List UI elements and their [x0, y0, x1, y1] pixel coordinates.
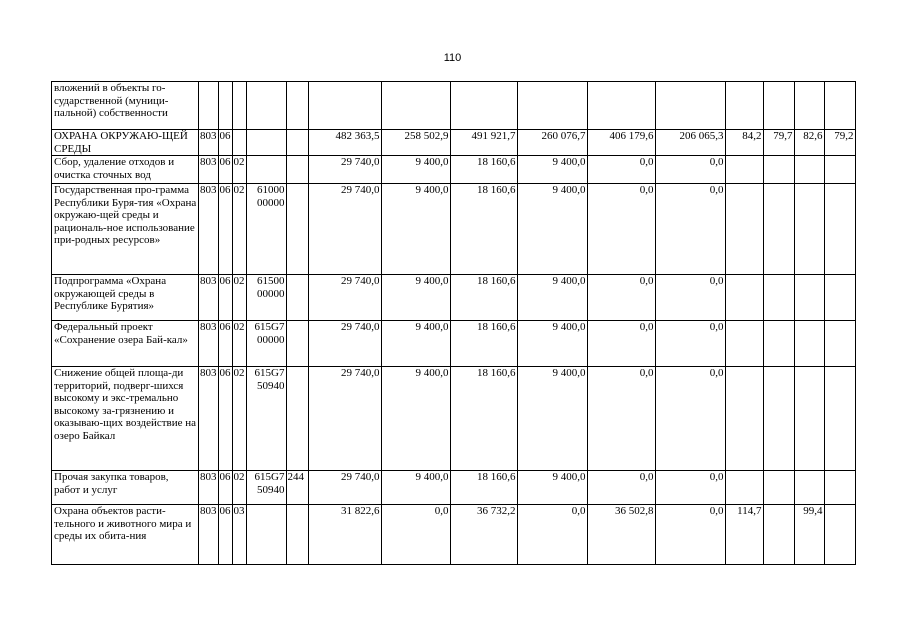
value-6: 0,0	[655, 184, 725, 275]
csr-code: 61500 00000	[246, 275, 286, 321]
percent-2	[763, 505, 794, 565]
value-5: 0,0	[587, 321, 655, 367]
percent-3	[794, 321, 824, 367]
gr-code: 803	[199, 130, 219, 156]
value-2: 9 400,0	[381, 471, 450, 505]
row-label: вложений в объекты го-сударственной (муници-пальной) собственности	[52, 82, 199, 130]
percent-1	[725, 367, 763, 471]
value-2: 9 400,0	[381, 156, 450, 184]
csr-code	[246, 130, 286, 156]
row-label: Подпрограмма «Охрана окружающей среды в Республике Бурятия»	[52, 275, 199, 321]
vr-code	[286, 156, 308, 184]
row-label: Прочая закупка товаров, работ и услуг	[52, 471, 199, 505]
table-row	[52, 275, 856, 321]
percent-1	[725, 156, 763, 184]
percent-1	[725, 321, 763, 367]
table-row	[52, 130, 856, 156]
value-6: 0,0	[655, 156, 725, 184]
value-4: 9 400,0	[517, 156, 587, 184]
value-5: 0,0	[587, 156, 655, 184]
value-3: 18 160,6	[450, 184, 517, 275]
value-5: 0,0	[587, 275, 655, 321]
row-label: Сбор, удаление отходов и очистка сточных вод	[52, 156, 199, 184]
value-2: 9 400,0	[381, 275, 450, 321]
percent-2	[763, 184, 794, 275]
vr-code	[286, 82, 308, 130]
vr-code	[286, 321, 308, 367]
page-number: 110	[443, 52, 462, 64]
vr-code	[286, 275, 308, 321]
percent-1: 114,7	[725, 505, 763, 565]
gr-code: 803	[199, 156, 219, 184]
value-4: 9 400,0	[517, 471, 587, 505]
gr-code: 803	[199, 367, 219, 471]
csr-code: 615G7 50940	[246, 367, 286, 471]
percent-2	[763, 275, 794, 321]
percent-4	[824, 505, 855, 565]
value-2: 9 400,0	[381, 367, 450, 471]
percent-4	[824, 471, 855, 505]
pr-code: 02	[232, 367, 246, 471]
percent-3	[794, 275, 824, 321]
pr-code: 03	[232, 505, 246, 565]
value-3: 36 732,2	[450, 505, 517, 565]
value-6: 0,0	[655, 505, 725, 565]
value-4: 9 400,0	[517, 367, 587, 471]
table-row	[52, 321, 856, 367]
rz-code: 06	[218, 505, 232, 565]
percent-4	[824, 156, 855, 184]
value-6: 0,0	[655, 275, 725, 321]
rz-code: 06	[218, 156, 232, 184]
pr-code: 02	[232, 184, 246, 275]
csr-code: 615G7 00000	[246, 321, 286, 367]
percent-4: 79,2	[824, 130, 855, 156]
percent-2	[763, 82, 794, 130]
value-2: 0,0	[381, 505, 450, 565]
percent-3	[794, 367, 824, 471]
table-row	[52, 82, 856, 130]
percent-3	[794, 471, 824, 505]
pr-code: 02	[232, 321, 246, 367]
rz-code: 06	[218, 367, 232, 471]
value-1: 29 740,0	[308, 321, 381, 367]
percent-3	[794, 82, 824, 130]
value-3: 491 921,7	[450, 130, 517, 156]
value-4: 260 076,7	[517, 130, 587, 156]
table-row	[52, 156, 856, 184]
csr-code: 615G7 50940	[246, 471, 286, 505]
pr-code: 02	[232, 275, 246, 321]
value-1: 31 822,6	[308, 505, 381, 565]
percent-1	[725, 184, 763, 275]
value-4	[517, 82, 587, 130]
csr-code	[246, 82, 286, 130]
rz-code	[218, 82, 232, 130]
csr-code: 61000 00000	[246, 184, 286, 275]
percent-1	[725, 471, 763, 505]
rz-code: 06	[218, 321, 232, 367]
row-label: Охрана объектов расти-тельного и животного мира и среды их обита-ния	[52, 505, 199, 565]
value-1: 29 740,0	[308, 275, 381, 321]
value-6: 0,0	[655, 471, 725, 505]
value-4: 9 400,0	[517, 275, 587, 321]
percent-2	[763, 367, 794, 471]
gr-code: 803	[199, 505, 219, 565]
value-3: 18 160,6	[450, 367, 517, 471]
value-3: 18 160,6	[450, 156, 517, 184]
gr-code	[199, 82, 219, 130]
value-6: 0,0	[655, 367, 725, 471]
value-1: 29 740,0	[308, 367, 381, 471]
value-2	[381, 82, 450, 130]
value-1: 29 740,0	[308, 184, 381, 275]
gr-code: 803	[199, 184, 219, 275]
budget-table	[51, 81, 856, 565]
gr-code: 803	[199, 275, 219, 321]
percent-4	[824, 184, 855, 275]
value-6: 0,0	[655, 321, 725, 367]
percent-2	[763, 471, 794, 505]
value-6	[655, 82, 725, 130]
row-label: Федеральный проект «Сохранение озера Бай-кал»	[52, 321, 199, 367]
value-2: 9 400,0	[381, 321, 450, 367]
value-6: 206 065,3	[655, 130, 725, 156]
rz-code: 06	[218, 184, 232, 275]
value-5: 0,0	[587, 184, 655, 275]
pr-code: 02	[232, 471, 246, 505]
value-3	[450, 82, 517, 130]
vr-code	[286, 505, 308, 565]
csr-code	[246, 156, 286, 184]
value-5	[587, 82, 655, 130]
value-5: 0,0	[587, 471, 655, 505]
percent-2	[763, 321, 794, 367]
value-3: 18 160,6	[450, 321, 517, 367]
value-3: 18 160,6	[450, 471, 517, 505]
value-4: 0,0	[517, 505, 587, 565]
percent-4	[824, 321, 855, 367]
vr-code	[286, 130, 308, 156]
percent-1	[725, 82, 763, 130]
percent-4	[824, 367, 855, 471]
value-1: 29 740,0	[308, 471, 381, 505]
percent-3: 82,6	[794, 130, 824, 156]
percent-3	[794, 184, 824, 275]
table-row	[52, 367, 856, 471]
percent-4	[824, 82, 855, 130]
percent-2: 79,7	[763, 130, 794, 156]
percent-1	[725, 275, 763, 321]
value-4: 9 400,0	[517, 184, 587, 275]
gr-code: 803	[199, 471, 219, 505]
value-1: 482 363,5	[308, 130, 381, 156]
percent-2	[763, 156, 794, 184]
percent-1: 84,2	[725, 130, 763, 156]
vr-code: 244	[286, 471, 308, 505]
vr-code	[286, 184, 308, 275]
rz-code: 06	[218, 471, 232, 505]
value-4: 9 400,0	[517, 321, 587, 367]
row-label: ОХРАНА ОКРУЖАЮ-ЩЕЙ СРЕДЫ	[52, 130, 199, 156]
value-1: 29 740,0	[308, 156, 381, 184]
table-row	[52, 505, 856, 565]
csr-code	[246, 505, 286, 565]
percent-3	[794, 156, 824, 184]
vr-code	[286, 367, 308, 471]
value-2: 9 400,0	[381, 184, 450, 275]
value-3: 18 160,6	[450, 275, 517, 321]
pr-code	[232, 130, 246, 156]
percent-4	[824, 275, 855, 321]
rz-code: 06	[218, 275, 232, 321]
rz-code: 06	[218, 130, 232, 156]
row-label: Государственная про-грамма Республики Буря-тия «Охрана окружаю-щей среды и рациональ-ное использование при-родных ресурсов»	[52, 184, 199, 275]
value-5: 406 179,6	[587, 130, 655, 156]
percent-3: 99,4	[794, 505, 824, 565]
pr-code: 02	[232, 156, 246, 184]
value-5: 36 502,8	[587, 505, 655, 565]
pr-code	[232, 82, 246, 130]
row-label: Снижение общей площа-ди территорий, подверг-шихся высокому и экс-тремально высокому за-грязнению и оказываю-щих воздействие на озеро Байкал	[52, 367, 199, 471]
value-5: 0,0	[587, 367, 655, 471]
value-2: 258 502,9	[381, 130, 450, 156]
gr-code: 803	[199, 321, 219, 367]
table-row	[52, 471, 856, 505]
table-row	[52, 184, 856, 275]
value-1	[308, 82, 381, 130]
